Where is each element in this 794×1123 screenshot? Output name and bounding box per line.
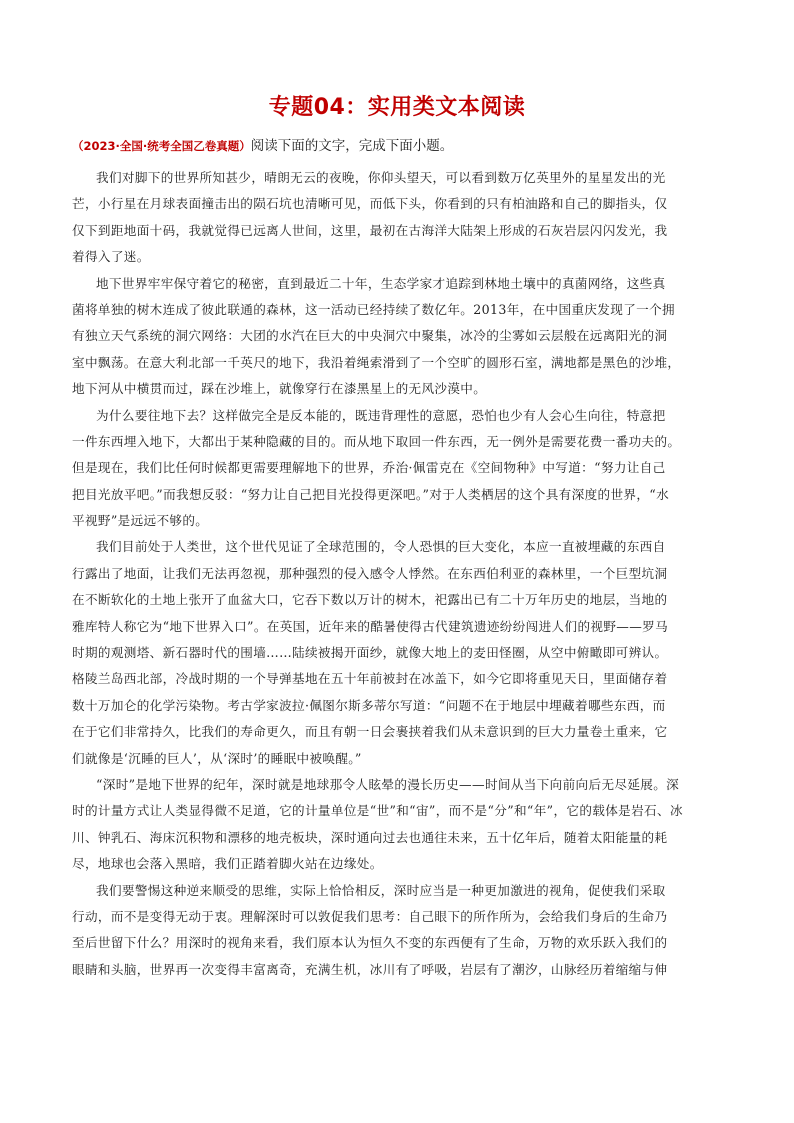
paragraph-line: 在于它们非常持久，比我们的寿命更久，而且有朝一日会裹挟着我们从未意识到的巨大力量卷土重来，它 xyxy=(72,724,668,740)
paragraph-line: 数十万加仑的化学污染物。考古学家波拉·佩图尔斯多蒂尔写道：“问题不在于地层中埋藏着哪些东西，而 xyxy=(72,697,666,713)
paragraph-line: 把目光放平吧。”而我想反驳：“努力让自己把目光投得更深吧。”对于人类栖居的这个具有深度的世界，“水 xyxy=(72,486,670,502)
paragraph-line: 我们要警惕这种逆来顺受的思维，实际上恰恰相反，深时应当是一种更加激进的视角，促使我们采取 xyxy=(96,882,666,898)
paragraph-5 xyxy=(72,772,730,878)
paragraph-line: 地下河从中横贯而过，踩在沙堆上，就像穿行在漆黑星上的无风沙漠中。 xyxy=(72,381,487,397)
paragraph-2 xyxy=(72,271,730,403)
page-title: 专题04：实用类文本阅读 xyxy=(268,95,526,120)
paragraph-line: 时期的观测塔、新石器时代的围墙……陆续被揭开面纱，就像大地上的麦田怪圈，从空中俯瞰即可辨认。 xyxy=(72,645,668,661)
paragraph-line: 我们对脚下的世界所知甚少，晴朗无云的夜晚，你仰头望天，可以看到数万亿英里外的星星发出的光 xyxy=(96,170,666,185)
article-body xyxy=(72,165,730,983)
paragraph-line: 格陵兰岛西北部，冷战时期的一个导弹基地在五十年前被封在冰盖下，如今它即将重见天日，里面储存着 xyxy=(72,671,668,687)
paragraph-line: 我们目前处于人类世，这个世代见证了全球范围的，令人恐惧的巨大变化，本应一直被埋藏的东西自 xyxy=(96,539,666,555)
paragraph-line: 行露出了地面，让我们无法再忽视，那种强烈的侵入感令人悸然。在东西伯利亚的森林里，一个巨型坑洞 xyxy=(72,565,668,581)
paragraph-line: 至后世留下什么？用深时的视角来看，我们原本认为恒久不变的东西便有了生命，万物的欢乐跃入我们的 xyxy=(72,935,668,951)
paragraph-line: 但是现在，我们比任何时候都更需要理解地下的世界，乔治·佩雷克在《空间物种》中写道：“努力让自己 xyxy=(72,460,666,476)
paragraph-line: 雅库特人称它为“地下世界入口”。在英国，近年来的酷暑使得古代建筑遗迹纷纷闯进人们的视野——罗马 xyxy=(72,618,669,634)
paragraph-1 xyxy=(72,165,730,271)
paragraph-line: “深时”是地下世界的纪年，深时就是地球那令人眩晕的漫长历史——时间从当下向前向后无尽延展。深 xyxy=(96,776,680,792)
paragraph-line: 仅下到距地面十码，我就觉得已远离人世间，这里，最初在古海洋大陆架上形成的石灰岩层闪闪发光，我 xyxy=(72,222,668,238)
paragraph-line: 芒，小行星在月球表面撞击出的陨石坑也清晰可见，而低下头，你看到的只有柏油路和自己的脚指头，仅 xyxy=(72,196,668,212)
paragraph-line: 一件东西埋入地下，大都出于某种隐藏的目的。而从地下取回一件东西，无一例外是需要花费一番功夫的。 xyxy=(72,433,681,449)
paragraph-line: 平视野”是远远不够的。 xyxy=(72,513,209,529)
paragraph-line: 室中飘荡。在意大利北部一千英尺的地下，我沿着绳索滑到了一个空旷的圆形石室，满地都是黑色的沙堆， xyxy=(72,354,681,370)
paragraph-line: 们就像是‘沉睡的巨人’，从‘深时’的睡眠中被唤醒。” xyxy=(72,750,362,766)
paragraph-line: 眼睛和头脑，世界再一次变得丰富离奇，充满生机，冰川有了呼吸，岩层有了潮汐，山脉经历着缩缩与伸 xyxy=(72,961,668,977)
paragraph-line: 行动，而不是变得无动于衷。理解深时可以敦促我们思考：自己眼下的所作所为，会给我们身后的生命乃 xyxy=(72,908,668,924)
paragraph-line: 菌将单独的树木连成了彼此联通的森林，这一活动已经持续了数亿年。2013年，在中国重庆发现了一个拥 xyxy=(72,301,675,317)
paragraph-3 xyxy=(72,403,730,535)
paragraph-line: 地下世界牢牢保守着它的秘密，直到最近二十年，生态学家才追踪到林地土壤中的真菌网络，这些真 xyxy=(96,275,666,291)
question-intro xyxy=(72,136,732,156)
paragraph-line: 川、钟乳石、海床沉积物和漂移的地壳板块，深时通向过去也通往未来，五十亿年后，随着太阳能量的耗 xyxy=(72,829,668,845)
paragraph-line: 有独立天气系统的洞穴网络：大团的水汽在巨大的中央洞穴中聚集，冰冷的尘雾如云层般在远离阳光的洞 xyxy=(72,328,668,344)
paragraph-6 xyxy=(72,878,730,984)
paragraph-line: 尽，地球也会落入黑暗，我们正踏着脚火站在边缘处。 xyxy=(72,856,383,872)
paragraph-line: 着得入了迷。 xyxy=(72,249,150,265)
paragraph-line: 为什么要往地下去？这样做完全是反本能的，既违背理性的意愿，恐怕也少有人会心生向往，特意把 xyxy=(96,407,666,423)
paragraph-line: 在不断软化的土地上张开了血盆大口，它吞下数以万计的树木，祀露出已有二十万年历史的地层，当地的 xyxy=(72,592,668,608)
source-label: （2023·全国·统考全国乙卷真题） xyxy=(72,139,251,153)
instruction-text: 阅读下面的文字，完成下面小题。 xyxy=(250,138,454,154)
paragraph-line: 时的计量方式让人类显得微不足道，它的计量单位是“世”和“宙”，而不是“分”和“年”，它的载体是岩石、冰 xyxy=(72,803,683,819)
paragraph-4 xyxy=(72,534,730,772)
